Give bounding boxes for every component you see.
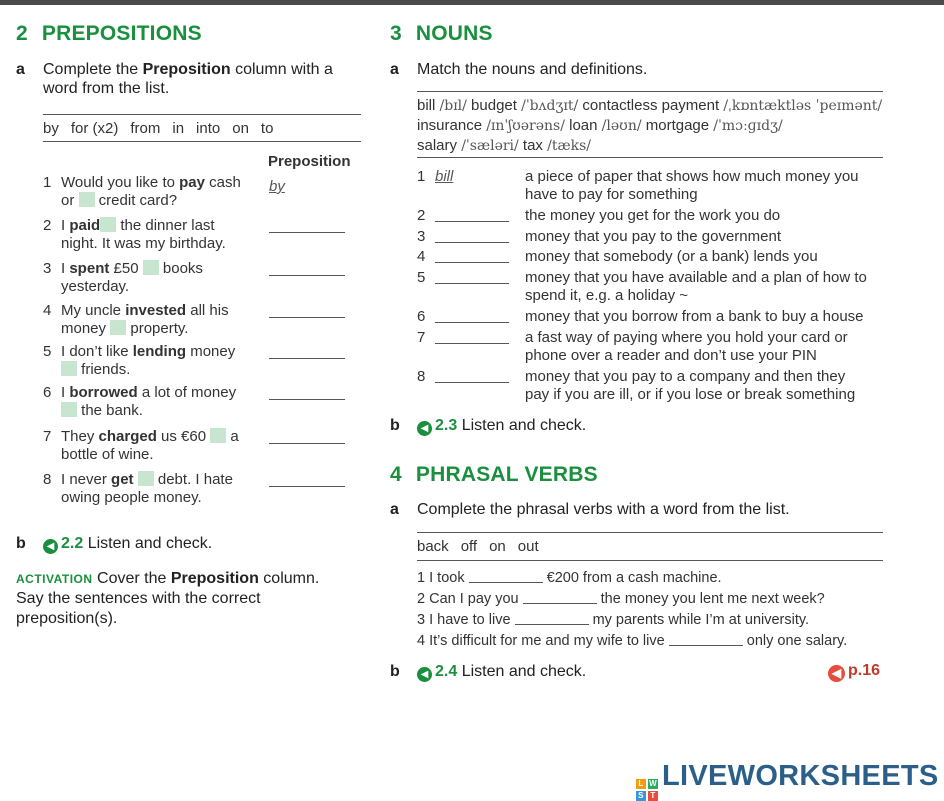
word-list-item: in [172, 120, 185, 137]
definition-text: money that you have available and a plan of how to [525, 269, 867, 286]
section-2b-listen: b ◀ 2.2 Listen and check. [16, 535, 213, 552]
word-list-item: by [43, 120, 59, 137]
preposition-column-header: Preposition [268, 153, 351, 170]
noun-word: loan [569, 117, 598, 134]
top-border [0, 0, 944, 5]
phrasal-answer-field[interactable] [669, 633, 743, 646]
noun-word: insurance [417, 117, 483, 134]
divider [43, 141, 361, 142]
definition-text: a piece of paper that shows how much money you [525, 168, 859, 185]
noun-phonetic: /tæks/ [547, 138, 591, 154]
preposition-item: 7 They charged us €60 a bottle of wine. [43, 428, 361, 466]
definition-text: have to pay for something [525, 186, 698, 203]
definition-text: spend it, e.g. a holiday ~ [525, 287, 689, 304]
logo-grid-icon: L W S T [636, 779, 658, 801]
answer-blank[interactable] [138, 471, 154, 486]
preposition-answer-field[interactable] [269, 399, 345, 400]
answer-blank[interactable] [143, 260, 159, 275]
preposition-item: 3 I spent £50 books yesterday. [43, 260, 361, 298]
phrasal-item: 4 It’s difficult for me and my wife to live only one salary. [417, 633, 848, 649]
activation-text: ACTIVATION Cover the Preposition column. Say the sentences with the correct preposition(s). [16, 570, 320, 627]
noun-word: salary [417, 137, 458, 154]
noun-answer-field[interactable] [435, 329, 509, 344]
definition-row: 2 the money you get for the work you do [417, 207, 781, 224]
noun-line [417, 116, 887, 136]
noun-word: bill [417, 97, 436, 114]
answer-blank[interactable] [61, 361, 77, 376]
definition-text: a fast way of paying where you hold your card or [525, 329, 848, 346]
noun-line [417, 136, 887, 156]
back-arrow-icon: ◀ [828, 665, 845, 682]
word-list [43, 120, 285, 137]
phrasal-answer-field[interactable] [469, 570, 543, 583]
liveworksheets-logo: L W S T LIVEWORKSHEETS [636, 760, 939, 801]
phrasal-item: 2 Can I pay you the money you lent me next week? [417, 591, 825, 607]
definition-text: pay if you are ill, or if you lose or break something [525, 386, 856, 403]
word-list-item: out [517, 538, 539, 555]
audio-icon[interactable]: ◀ [417, 421, 432, 436]
noun-phonetic: /ɪnˈʃʊərəns/ [486, 118, 565, 134]
word-list-item: on [232, 120, 249, 137]
noun-answer-field[interactable] [435, 207, 509, 222]
preposition-item: 1 Would you like to pay cash or credit card? by [43, 174, 285, 209]
noun-line [417, 96, 887, 116]
answer-blank[interactable] [110, 320, 126, 335]
divider [417, 532, 883, 533]
noun-answer-field[interactable] [435, 228, 509, 243]
section-4b-listen: b ◀ 2.4 Listen and check. [390, 663, 587, 680]
phrasal-item: 1 I took €200 from a cash machine. [417, 570, 722, 586]
definition-text: money that you borrow from a bank to buy a house [525, 308, 864, 325]
answer-blank[interactable] [100, 217, 116, 232]
noun-answer-field[interactable] [435, 248, 509, 263]
page-reference-link[interactable]: ◀ p.16 [828, 662, 880, 682]
preposition-answer[interactable]: by [269, 178, 285, 195]
noun-phonetic: /ˈmɔːɡɪdʒ/ [713, 118, 783, 134]
section-4-heading: 4 PHRASAL VERBS [390, 463, 598, 486]
word-list-item: on [489, 538, 506, 555]
preposition-item: 5 I don’t like lending money friends. [43, 343, 361, 381]
noun-phonetic: /ˈbʌdʒɪt/ [521, 98, 579, 114]
audio-icon[interactable]: ◀ [43, 539, 58, 554]
preposition-item: 6 I borrowed a lot of money the bank. [43, 384, 361, 422]
noun-phonetic: /ləʊn/ [601, 118, 642, 134]
preposition-item: 8 I never get debt. I hate owing people money. [43, 471, 361, 509]
definition-text: money that you pay to a company and then they [525, 368, 846, 385]
section-4a-instruction: a Complete the phrasal verbs with a word from the list. [390, 501, 790, 518]
divider [417, 91, 883, 92]
noun-word-bank [417, 96, 887, 156]
preposition-answer-field[interactable] [269, 486, 345, 487]
divider [417, 560, 883, 561]
definition-row: 5 money that you have available and a plan of how to spend it, e.g. a holiday ~ [417, 269, 867, 304]
section-3-heading: 3 NOUNS [390, 22, 493, 45]
definition-row: 1 bill a piece of paper that shows how much money you have to pay for something [417, 168, 859, 203]
preposition-answer-field[interactable] [269, 232, 345, 233]
audio-icon[interactable]: ◀ [417, 667, 432, 682]
definition-row: 7 a fast way of paying where you hold your card or phone over a reader and don’t use your PIN [417, 329, 848, 364]
preposition-answer-field[interactable] [269, 317, 345, 318]
section-3a-instruction: a Match the nouns and definitions. [390, 61, 648, 78]
noun-phonetic: /bɪl/ [439, 98, 467, 114]
definition-text: phone over a reader and don’t use your PIN [525, 347, 817, 364]
answer-blank[interactable] [79, 192, 95, 207]
definition-row: 4 money that somebody (or a bank) lends you [417, 248, 818, 265]
noun-answer[interactable]: bill [435, 168, 454, 185]
definition-text: money that you pay to the government [525, 228, 781, 245]
word-list-item: back [417, 538, 449, 555]
noun-answer-field[interactable] [435, 368, 509, 383]
word-list-item: to [260, 120, 274, 137]
preposition-answer-field[interactable] [269, 275, 345, 276]
word-list-item: from [130, 120, 161, 137]
definition-text: the money you get for the work you do [525, 207, 781, 224]
word-list-item: off [460, 538, 478, 555]
word-list-item: for (x2) [70, 120, 119, 137]
phrasal-word-list [417, 538, 551, 555]
noun-answer-field[interactable] [435, 308, 509, 323]
definition-row: 8 money that you pay to a company and then they pay if you are ill, or if you lose or break something [417, 368, 856, 403]
definition-text: money that somebody (or a bank) lends you [525, 248, 818, 265]
noun-word: budget [471, 97, 517, 114]
section-2-heading: 2 PREPOSITIONS [16, 22, 202, 45]
preposition-item: 2 I paid the dinner last night. It was my birthday. [43, 217, 361, 255]
divider [43, 114, 361, 115]
noun-word: contactless payment [582, 97, 720, 114]
answer-blank[interactable] [210, 428, 226, 443]
phrasal-answer-field[interactable] [523, 591, 597, 604]
noun-word: mortgage [645, 117, 710, 134]
noun-answer-field[interactable] [435, 269, 509, 284]
preposition-answer-field[interactable] [269, 443, 345, 444]
section-3b-listen: b ◀ 2.3 Listen and check. [390, 417, 587, 434]
answer-blank[interactable] [61, 402, 77, 417]
definition-row: 6 money that you borrow from a bank to buy a house [417, 308, 864, 325]
noun-phonetic: /ˈsæləri/ [461, 138, 519, 154]
noun-word: tax [522, 137, 543, 154]
definition-row: 3 money that you pay to the government [417, 228, 781, 245]
word-list-item: into [196, 120, 221, 137]
phrasal-item: 3 I have to live my parents while I’m at university. [417, 612, 810, 628]
preposition-item: 4 My uncle invested all his money property. [43, 302, 361, 340]
divider [417, 157, 883, 158]
phrasal-answer-field[interactable] [515, 612, 589, 625]
section-2a-instruction: a Complete the Preposition column with a word from the list. [16, 61, 333, 97]
preposition-answer-field[interactable] [269, 358, 345, 359]
noun-phonetic: /ˌkɒntæktləs ˈpeɪmənt/ [723, 98, 883, 114]
